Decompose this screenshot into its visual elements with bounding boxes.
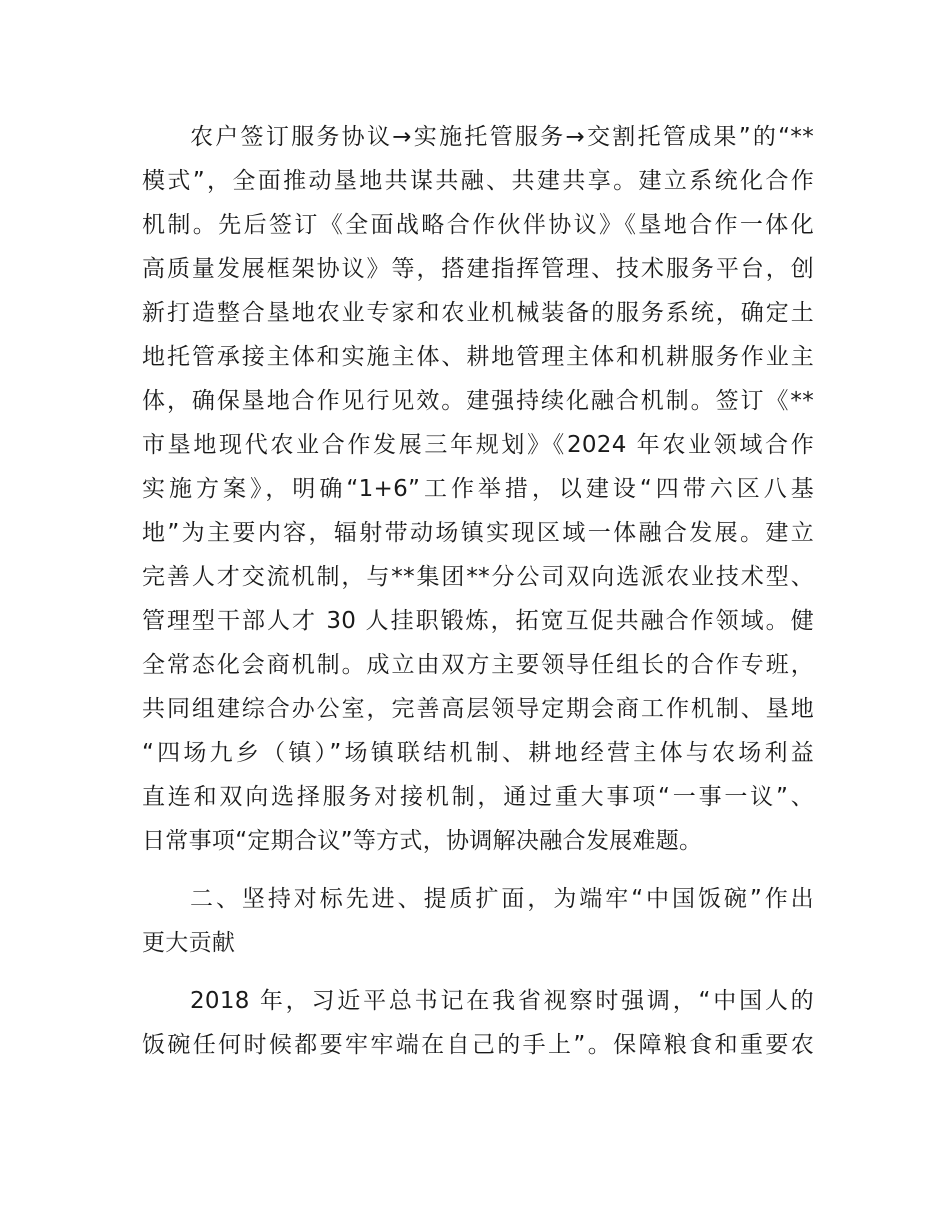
text-line: 管理型干部人才 30 人挂职锻炼，拓宽互促共融合作领域。健 xyxy=(142,608,814,634)
text-line: 模式”，全面推动垦地共谋共融、共建共享。建立系统化合作 xyxy=(142,168,814,194)
text-line: 体，确保垦地合作见行见效。建强持续化融合机制。签订《** xyxy=(142,388,814,414)
text-line: 市垦地现代农业合作发展三年规划》《2024 年农业领域合作 xyxy=(142,432,814,458)
text-line: 饭碗任何时候都要牢牢端在自己的手上”。保障粮食和重要农 xyxy=(142,1032,814,1058)
heading-line: 二、坚持对标先进、提质扩面，为端牢“中国饭碗”作出 xyxy=(190,886,814,912)
text-line: 农户签订服务协议→实施托管服务→交割托管成果”的“** xyxy=(190,124,814,150)
text-line: “四场九乡（镇）”场镇联结机制、耕地经营主体与农场利益 xyxy=(142,740,814,766)
heading-line: 更大贡献 xyxy=(142,930,236,956)
text-line: 新打造整合垦地农业专家和农业机械装备的服务系统，确定土 xyxy=(142,300,814,326)
text-line: 全常态化会商机制。成立由双方主要领导任组长的合作专班， xyxy=(142,652,814,678)
text-line: 地托管承接主体和实施主体、耕地管理主体和机耕服务作业主 xyxy=(142,344,814,370)
text-line: 完善人才交流机制，与**集团**分公司双向选派农业技术型、 xyxy=(142,564,814,590)
text-line: 地”为主要内容，辐射带动场镇实现区域一体融合发展。建立 xyxy=(142,520,814,546)
text-line: 高质量发展框架协议》等，搭建指挥管理、技术服务平台，创 xyxy=(142,256,814,282)
text-line: 直连和双向选择服务对接机制，通过重大事项“一事一议”、 xyxy=(142,784,814,810)
text-line: 实施方案》，明确“1+6”工作举措，以建设“四带六区八基 xyxy=(142,476,814,502)
text-line: 日常事项“定期合议”等方式，协调解决融合发展难题。 xyxy=(142,828,703,854)
text-line: 共同组建综合办公室，完善高层领导定期会商工作机制、垦地 xyxy=(142,696,814,722)
text-line: 2018 年，习近平总书记在我省视察时强调，“中国人的 xyxy=(190,988,814,1014)
text-line: 机制。先后签订《全面战略合作伙伴协议》《垦地合作一体化 xyxy=(142,212,814,238)
